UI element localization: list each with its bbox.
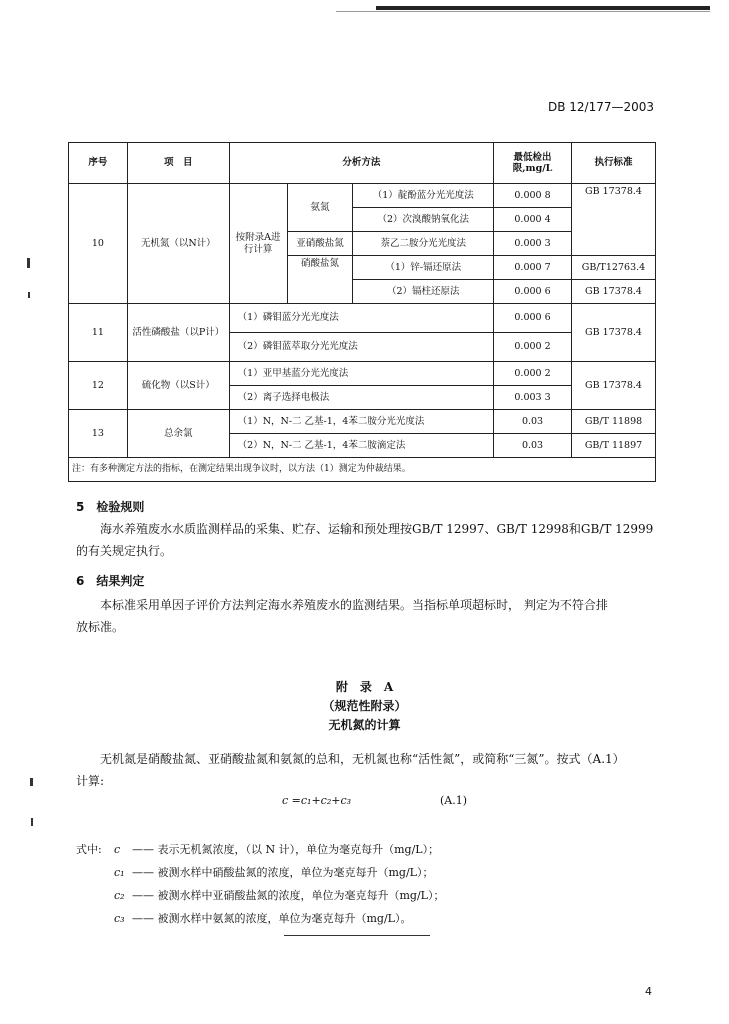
top-border-bar — [376, 6, 710, 10]
section-5-body — [76, 518, 656, 562]
method-cell: （2）离子选择电极法 — [229, 386, 493, 410]
detection-limit-cell: 0.003 3 — [494, 386, 572, 410]
definition-text: —— 被测水样中亚硝酸盐氮的浓度，单位为毫克每升（mg/L）； — [132, 889, 445, 902]
variable-definitions — [76, 838, 444, 930]
scan-speck — [31, 818, 33, 826]
detection-limit-cell: 0.000 3 — [494, 232, 572, 256]
end-rule — [284, 935, 430, 936]
definition-row — [76, 884, 444, 907]
row-serial: 13 — [69, 410, 128, 458]
section-5-title: 5 检验规则 — [76, 500, 145, 514]
definition-text: —— 被测水样中硝酸盐氮的浓度，单位为毫克每升（mg/L）； — [132, 866, 434, 879]
definition-row — [76, 838, 444, 861]
standard-cell: GB/T 11898 — [571, 410, 655, 434]
definition-row — [76, 907, 444, 930]
section-6-body — [76, 594, 656, 638]
formula: c =c₁+c₂+c₃ — [282, 794, 352, 807]
section-6-line: 放标准。 — [76, 620, 125, 634]
page-number: 4 — [645, 985, 652, 998]
row-serial: 12 — [69, 362, 128, 410]
formula-number: (A.1) — [440, 794, 468, 807]
row-serial: 10 — [69, 184, 128, 304]
table-row — [69, 362, 656, 386]
row-serial: 11 — [69, 304, 128, 362]
section-6-title: 6 结果判定 — [76, 574, 145, 588]
detection-limit-cell: 0.000 6 — [494, 304, 572, 333]
method-cell: （1）锌-镉还原法 — [353, 256, 494, 280]
detection-limit-cell: 0.000 8 — [494, 184, 572, 208]
standard-cell: GB 17378.4 — [571, 280, 655, 304]
header-detection-limit: 最低检出限,mg/L — [494, 143, 572, 184]
top-border-line — [336, 11, 710, 12]
table-note-row — [69, 458, 656, 482]
sub-item-nitrite: 亚硝酸盐氮 — [287, 232, 353, 256]
method-cell: （1）靛酚蓝分光光度法 — [353, 184, 494, 208]
method-cell: （2）次溴酸钠氧化法 — [353, 208, 494, 232]
header-item: 项 目 — [127, 143, 229, 184]
standard-cell: GB 17378.4 — [571, 304, 655, 362]
appendix-intro — [76, 748, 656, 792]
detection-limit-cell: 0.000 2 — [494, 362, 572, 386]
definition-symbol: c₃ — [114, 912, 125, 925]
method-cell: （1）磷钼蓝分光光度法 — [229, 304, 493, 333]
method-cell: （1）亚甲基蓝分光光度法 — [229, 362, 493, 386]
definition-text: —— 表示无机氮浓度，（以 N 计），单位为毫克每升（mg/L）； — [132, 843, 440, 856]
appendix-intro-line: 计算: — [76, 774, 105, 788]
section-6-line: 本标准采用单因子评价方法判定海水养殖废水的监测结果。当指标单项超标时， 判定为不符合排 — [100, 598, 608, 612]
appendix-title: 无机氮的计算 — [328, 718, 401, 732]
method-cell: （1）N，N-二 乙基-1，4苯二胺分光光度法 — [229, 410, 493, 434]
standard-cell: GB/T12763.4 — [571, 256, 655, 280]
method-cell: 萘乙二胺分光光度法 — [353, 232, 494, 256]
scan-speck — [30, 778, 33, 786]
scan-speck — [28, 292, 30, 298]
method-cell: （2）N，N-二 乙基-1，4苯二胺滴定法 — [229, 434, 493, 458]
method-cell: （2）磷钼蓝萃取分光光度法 — [229, 333, 493, 362]
row-item: 硫化物（以S计） — [127, 362, 229, 410]
appendix-intro-line: 无机氮是硝酸盐氮、亚硝酸盐氮和氨氮的总和，无机氮也称“活性氮”，或简称“三氮”。按式（A.1） — [100, 752, 625, 766]
row-item: 活性磷酸盐（以P计） — [127, 304, 229, 362]
method-cell: （2）镉柱还原法 — [353, 280, 494, 304]
table-row — [69, 184, 656, 208]
appendix-label: 附 录 A — [335, 680, 394, 694]
definition-text: —— 被测水样中氨氮的浓度，单位为毫克每升（mg/L）。 — [132, 912, 412, 925]
sub-item-nitrate: 硝酸盐氮 — [287, 256, 353, 304]
appendix-type: （规范性附录） — [322, 699, 407, 713]
header-standard: 执行标准 — [571, 143, 655, 184]
calc-method-note: 按附录A进行计算 — [229, 184, 287, 304]
scan-speck — [27, 258, 30, 268]
standard-cell: GB/T 11897 — [571, 434, 655, 458]
detection-limit-cell: 0.000 2 — [494, 333, 572, 362]
row-item: 无机氮（以N计） — [127, 184, 229, 304]
document-code: DB 12/177—2003 — [548, 100, 655, 114]
detection-limit-cell: 0.03 — [494, 410, 572, 434]
definition-row — [76, 861, 444, 884]
detection-limit-cell: 0.000 6 — [494, 280, 572, 304]
definitions-lead: 式中: — [76, 843, 102, 856]
standard-cell: GB 17378.4 — [571, 362, 655, 410]
table-header-row — [69, 143, 656, 184]
header-method: 分析方法 — [229, 143, 493, 184]
section-5-line: 的有关规定执行。 — [76, 544, 173, 558]
section-5-line: 海水养殖废水水质监测样品的采集、贮存、运输和预处理按GB/T 12997、GB/T 12998和GB/T 12999 — [100, 522, 654, 536]
row-item: 总余氯 — [127, 410, 229, 458]
header-serial: 序号 — [69, 143, 128, 184]
definition-symbol: c — [114, 843, 121, 856]
standard-cell: GB 17378.4 — [571, 184, 655, 256]
detection-limit-cell: 0.000 7 — [494, 256, 572, 280]
table-row — [69, 410, 656, 434]
table-note: 注：有多种测定方法的指标，在测定结果出现争议时，以方法（1）测定为仲裁结果。 — [69, 458, 656, 482]
detection-limit-cell: 0.03 — [494, 434, 572, 458]
detection-limit-cell: 0.000 4 — [494, 208, 572, 232]
definition-symbol: c₁ — [114, 866, 125, 879]
table-row — [69, 304, 656, 333]
definition-symbol: c₂ — [114, 889, 125, 902]
analysis-methods-table — [68, 142, 656, 482]
sub-item-ammonia: 氨氮 — [287, 184, 353, 232]
